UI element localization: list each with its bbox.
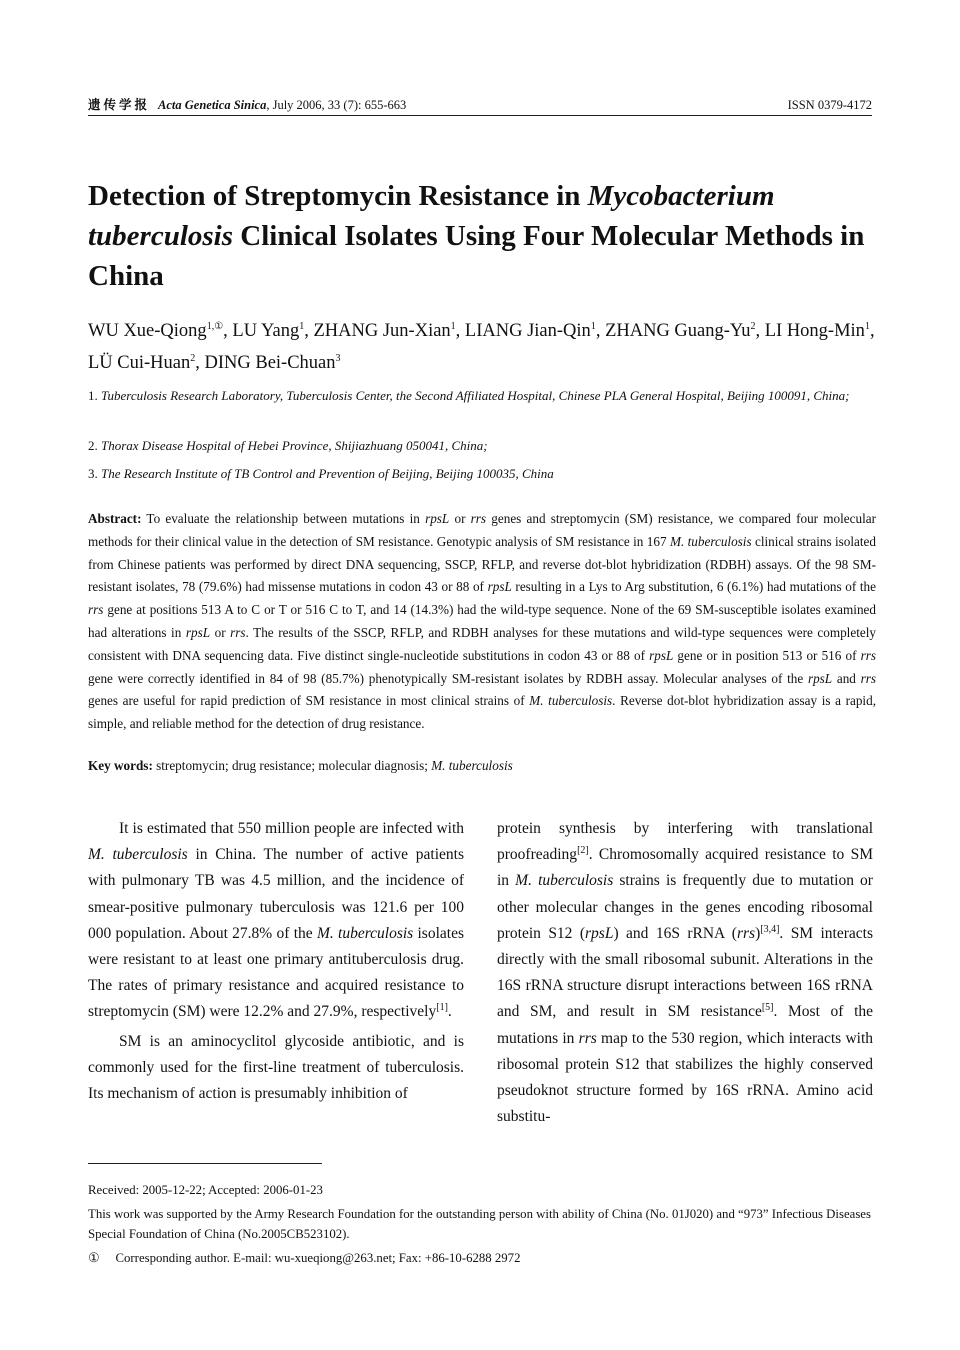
author-separator: , [755,321,765,341]
italic-term: rpsL [807,670,833,686]
body-column-right [497,816,873,1130]
citation-ref: [2] [577,845,589,857]
italic-term: rrs [470,511,487,526]
footnote-divider [88,1163,322,1164]
text-run: isolates were resistant to at least one primary antituberculosis drug. The rates of primary resistance and acquired resistance to streptomycin (SM) were 12.2% and 27.9%, respectively [88,924,464,1021]
author-affiliation-mark: 1 [590,320,596,332]
author [205,353,341,373]
author-separator: , [195,353,205,373]
italic-term: M. tuberculosis [316,924,414,942]
affiliation-3: 3. The Research Institute of TB Control and Prevention of Beijing, Beijing 100035, China [88,466,554,481]
corresponding-marker: ① [88,1251,100,1265]
text-run: SM is an aminocyclitol glycoside antibiotic, and is commonly used for the first-line treatment of tuberculosis. Its mechanism of action is presumably inhibition of [88,1032,464,1103]
author-separator: , [455,321,465,341]
italic-term: M. tuberculosis [669,533,752,549]
citation-ref: [5] [761,1002,774,1014]
body-column-left [88,816,464,1107]
text-run: gene were correctly identified in 84 of 98 (85.7%) phenotypically SM-resistant isolates by RDBH assay. Molecular analyses of the [88,670,808,686]
issn: ISSN 0379-4172 [787,98,872,112]
affiliation-1: 1. Tuberculosis Research Laboratory, Tuberculosis Center, the Second Affiliated Hospital, Chinese PLA General Hospital, Beijing 100091, China; [88,388,850,403]
author-name: WU Xue-Qiong [88,321,207,341]
citation-ref: [1] [436,1002,448,1014]
author-affiliation-mark: 1 [450,320,456,332]
author [765,321,870,341]
text-run: map to the 530 region, which interacts with ribosomal protein S12 that stabilizes the highly conserved pseudoknot structure formed by 16S rRNA. Amino acid substitu- [497,1029,873,1126]
author [605,321,755,341]
title-part2: Clinical Isolates Using Four Molecular Methods in China [88,220,865,292]
received-date: Received: 2005-12-22; Accepted: 2006-01-23 [88,1183,323,1197]
author [88,321,223,341]
text-run: streptomycin; drug resistance; molecular diagnosis; [152,758,432,773]
text-run: . Most of the mutations in [497,1003,874,1047]
italic-term: M. tuberculosis [515,872,614,890]
citation-ref: [3,4] [760,923,780,935]
author-separator: , [869,321,875,341]
journal-name: Acta Genetica Sinica [158,98,267,112]
italic-term: rrs [230,624,246,640]
author-name: LÜ Cui-Huan [88,353,191,373]
body-paragraph [88,1029,464,1108]
italic-term: M. tuberculosis [431,758,513,773]
body-paragraph [88,816,464,1026]
text-run: gene at positions 513 A to C or T or 516 C to T, and 14 (14.3%) had the wild-type sequence. None of the 69 SM-susceptible isolates examined had alterations in [88,602,876,640]
keywords-label: Key words: [88,758,153,773]
text-run: ) and 16S rRNA ( [613,924,737,942]
text-run: genes are useful for rapid prediction of SM resistance in most clinical strains of [88,693,530,709]
italic-term: rrs [736,924,756,942]
keywords [88,756,876,776]
author-affiliation-mark: 2 [190,352,196,364]
text-run: clinical strains isolated from Chinese patients was performed by direct DNA sequencing, SSCP, RFLP, and reverse dot-blot hybridization (RDBH) assays. Of the 98 SM-resistant isolates, 78 (79.6%) had missense mutations in codon 43 or 88 of [88,533,876,595]
text-run: or [449,511,471,526]
running-header [88,95,872,116]
text-run: ) [755,924,761,942]
text-run: in China. The number of active patients with pulmonary TB was 4.5 million, and the incidence of smear-positive pulmonary tuberculosis was 121.6 per 100 000 population. About 27.8% of the [88,846,464,942]
italic-term: rpsL [185,624,211,640]
funding-note: This work was supported by the Army Research Foundation for the outstanding person with ability of China (No. 01J020) and “973” Infectious Diseases Special Foundation of China (No.2005CB523102). [88,1207,871,1241]
text-run: It is estimated that 550 million people are infected with [119,820,464,837]
author [88,353,195,373]
abstract [88,508,876,736]
author-affiliation-mark: 1 [299,320,305,332]
italic-term: rpsL [585,924,614,942]
paper-title [88,176,888,296]
journal-name-chinese: 遗传学报 [88,98,151,112]
author [465,321,596,341]
italic-term: M. tuberculosis [529,693,613,709]
text-run: strains is frequently due to mutation or other molecular changes in the genes encoding ribosomal protein S12 ( [497,872,873,942]
author-name: LU Yang [232,321,300,341]
author-affiliation-mark: 3 [335,352,341,364]
text-run: gene or in position 513 or 516 of [673,647,861,663]
italic-term: M. tuberculosis [88,846,188,864]
author-name: LI Hong-Min [764,321,865,341]
issue-info: , July 2006, 33 (7): 655-663 [266,98,407,112]
author-name: LIANG Jian-Qin [464,321,591,341]
author-name: DING Bei-Chuan [204,353,336,373]
text-run: To evaluate the relationship between mutations in [141,511,426,526]
text-run: or [210,624,231,640]
keywords-text [153,758,513,773]
body-paragraph [497,816,873,1130]
italic-term: rpsL [487,579,512,595]
italic-term: rrs [88,602,104,618]
author-affiliation-mark: 2 [750,320,756,332]
text-run: . Reverse dot-blot hybridization assay is a rapid, simple, and reliable method for the detection of drug resistance. [88,693,876,732]
text-run: and [832,670,861,686]
abstract-label: Abstract: [88,511,142,526]
author-separator: , [304,321,314,341]
affiliation-2: 2. Thorax Disease Hospital of Hebei Province, Shijiazhuang 050041, China; [88,438,488,453]
author [313,321,455,341]
text-run: . The results of the SSCP, RFLP, and RDBH analyses for these mutations and wild-type sequences were completely consistent with DNA sequencing data. Five distinct single-nucleotide substitutions in codon 43 or 88 of [88,624,876,663]
title-part1: Detection of Streptomycin Resistance in [88,180,588,212]
author-name: ZHANG Guang-Yu [605,321,751,341]
abstract-text [88,511,876,731]
corresponding-author: ① Corresponding author. E-mail: wu-xueqiong@263.net; Fax: +86-10-6288 2972 [88,1251,521,1265]
text-run: resulting in a Lys to Arg substitution, 6 (6.1%) had mutations of the [511,579,877,595]
italic-term: rrs [578,1029,597,1047]
author-separator: , [595,321,606,341]
text-run: . SM interacts directly with the small ribosomal subunit. Alterations in the 16S rRNA structure disrupt interactions between 16S rRNA and SM, and result in SM resistance [497,924,874,1021]
author [232,321,304,341]
italic-term: rpsL [649,647,674,663]
author-affiliation-mark: 1,① [206,320,224,332]
author-separator: , [223,321,233,341]
italic-term: rrs [860,670,877,686]
text-run: protein synthesis by interfering with translational proofreading [497,820,873,864]
author-affiliation-mark: 1 [864,320,870,332]
author-name: ZHANG Jun-Xian [313,321,451,341]
author-list [88,315,888,379]
text-run: genes and streptomycin (SM) resistance, we compared four molecular methods for their clinical value in the detection of SM resistance. Genotypic analysis of SM resistance in 167 [88,511,876,549]
title-species: Mycobacterium tuberculosis [88,180,775,252]
journal-citation [88,95,406,115]
italic-term: rrs [860,647,876,663]
text-run: . [447,1003,452,1021]
text-run: . Chromosomally acquired resistance to SM in [497,846,873,890]
italic-term: rpsL [425,511,450,526]
